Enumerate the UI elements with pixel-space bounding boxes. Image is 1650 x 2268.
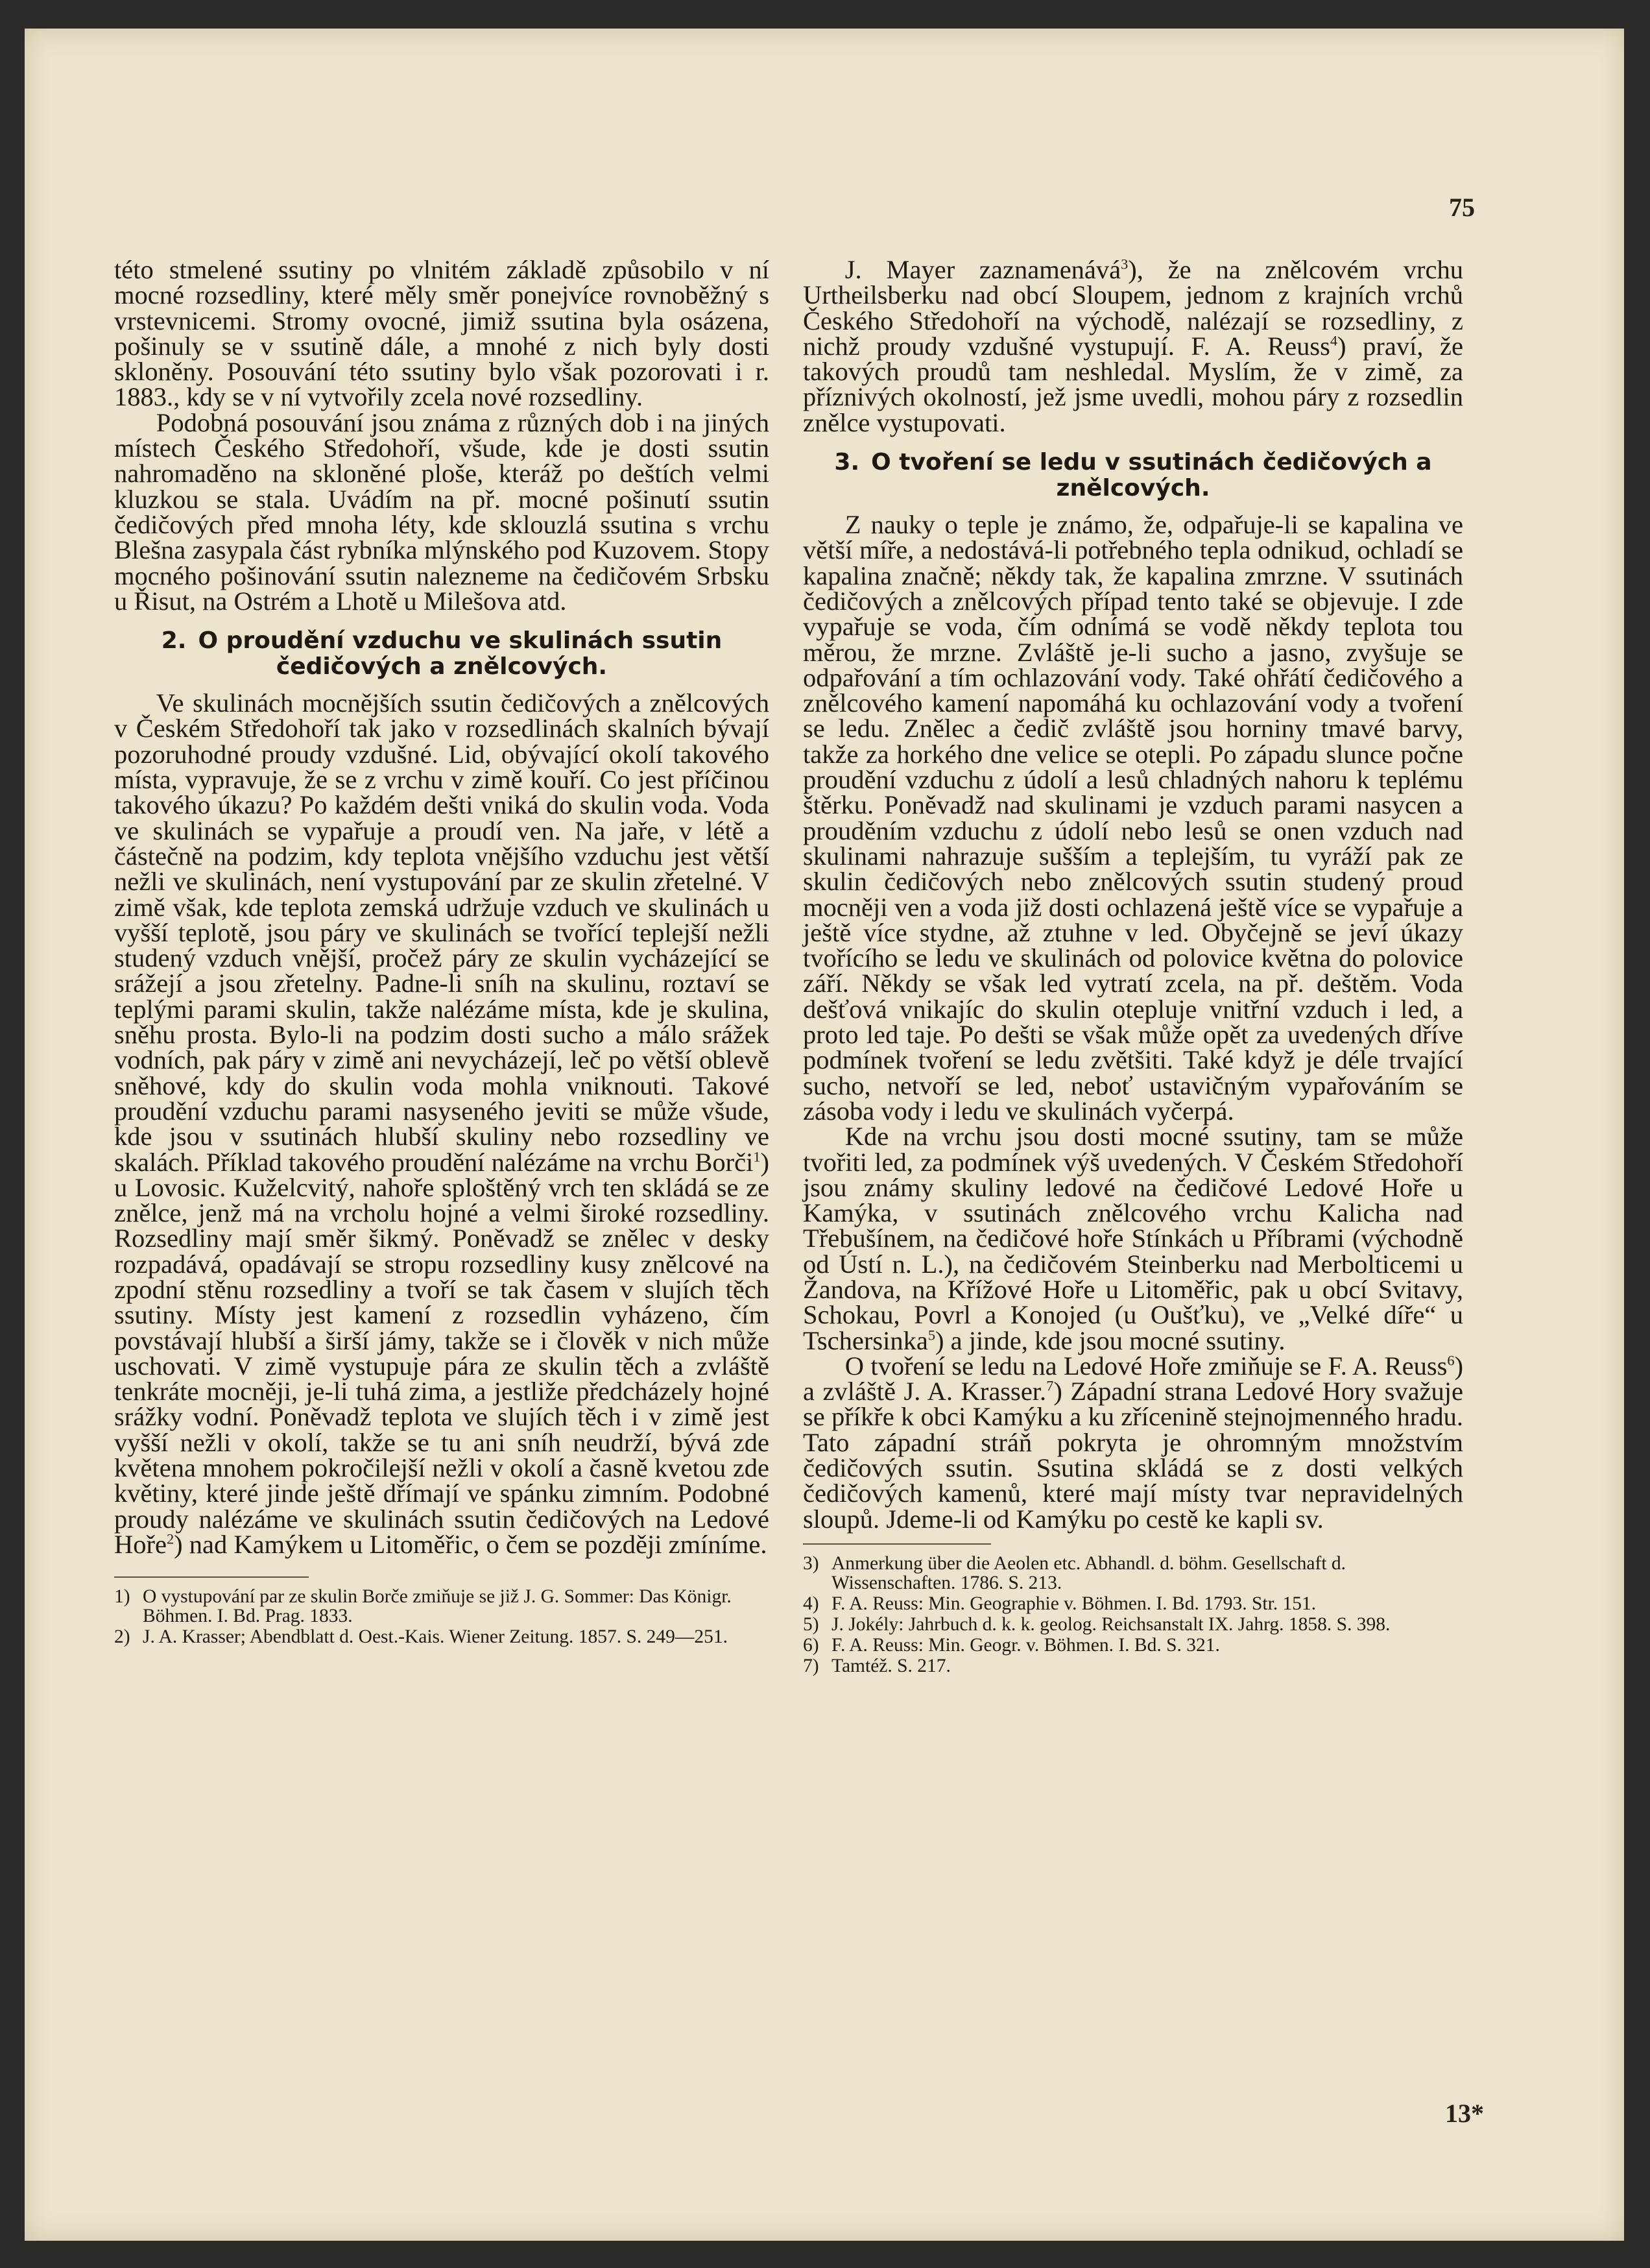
footnote-1 bbox=[114, 1587, 769, 1626]
footnote-text: Tamtéž. S. 217. bbox=[831, 1655, 951, 1676]
footnote-mark: 1) bbox=[114, 1586, 130, 1608]
paragraph-mayer bbox=[803, 257, 1463, 435]
paragraph-air-currents bbox=[114, 690, 769, 1557]
footnotes-right bbox=[803, 1554, 1463, 1676]
footnote-ref-4[interactable]: 4 bbox=[1330, 332, 1338, 349]
book-page bbox=[25, 29, 1624, 2241]
footnote-2 bbox=[114, 1627, 769, 1647]
section-title: O proudění vzduchu ve skulinách ssutin čedičových a znělcových. bbox=[198, 627, 723, 681]
footnote-ref-3[interactable]: 3 bbox=[1121, 256, 1129, 272]
page-number: 75 bbox=[1449, 193, 1475, 222]
text-run: ) a zvláště J. A. Krasser. bbox=[803, 1351, 1463, 1406]
text-run: O tvoření se ledu na Ledové Hoře zmiňuje se F. A. Reuss bbox=[844, 1351, 1448, 1381]
section-number: 3. bbox=[834, 449, 860, 476]
text-run: ) u Lovosic. Kuželcvitý, nahoře sploštěný vrch ten skládá se ze znělce, jenž má na vrcholu hojné a velmi široké rozsedliny. Rozsedliny mají směr šikmý. Poněvadž se znělec v desky rozpadává, opadávají se stropu rozsedliny kusy znělcové na zpodní stěnu rozsedliny a tvoří se tak časem v slujích těch ssutiny. Místy jest kamení z rozsedlin vyházeno, čím povstávají hlubší a širší jámy, takže se i člověk v nich může uschovati. V zimě vystupuje pára ze skulin těch a zvláště tenkráte mocněji, je-li tuhá zima, a jestliže předcházely hojné srážky vodní. Poněvadž teplota ve slujích těch i v zimě jest vyšší nežli v okolí, takže se tu ani sníh neudrží, bývá zde květena mnohem pokročilejší nežli v okolí a časně kvetou zde květiny, které jinde ještě dřímají ve spánku zimním. Podobné proudy nalézáme ve skulinách ssutin čedičových na Ledové Hoře bbox=[114, 1147, 769, 1559]
footnote-mark: 4) bbox=[803, 1593, 819, 1614]
footnote-ref-1[interactable]: 1 bbox=[753, 1148, 761, 1164]
footnote-mark: 6) bbox=[803, 1634, 819, 1656]
footnote-mark: 5) bbox=[803, 1613, 819, 1635]
footnote-text: J. A. Krasser; Abendblatt d. Oest.-Kais. Wiener Zeitung. 1857. S. 249—251. bbox=[143, 1626, 728, 1648]
footnote-ref-7[interactable]: 7 bbox=[1046, 1377, 1054, 1394]
footnote-text: F. A. Reuss: Min. Geographie v. Böhmen. I. Bd. 1793. Str. 151. bbox=[831, 1593, 1317, 1614]
footnote-separator bbox=[803, 1543, 991, 1554]
paragraph-ice-locations bbox=[803, 1124, 1463, 1353]
section-heading-3 bbox=[803, 450, 1463, 501]
text-run: Kde na vrchu jsou dosti mocné ssutiny, tam se může tvořiti led, za podmínek výš uvedených. V Českém Středohoří jsou známy skuliny ledové na čedičové Ledové Hoře u Kamýka, v ssutinách znělcového vrchu Kalicha nad Třebušínem, na čedičové hoře Stínkách u Příbrami (východně od Ústí n. L.), na čedičovém Steinberku nad Merbolticemi u Žandova, na Křížové Hoře u Litoměřic, pak u obcí Svitavy, Schokau, Povrl a Konojed (u Oušťku), ve „Velké díře“ u Tschersinka bbox=[803, 1122, 1463, 1355]
footnote-7 bbox=[803, 1656, 1463, 1676]
right-column bbox=[803, 257, 1463, 1677]
intro-paragraph: této stmelené ssutiny po vlnitém základě způsobilo v ní mocné rozsedliny, které měly směr ponejvíce rovnoběžný s vrstevnicemi. Stromy ovocné, jimiž ssutina byla osázena, pošinuly se v ssutině dále, a mnohé z nich byly dosti skloněny. Posouvání této ssutiny bylo však pozorovati i r. 1883., kdy se v ní vytvořily zcela nové rozsedliny. bbox=[114, 255, 769, 412]
paragraph-ice-formation: Z nauky o teple je známo, že, odpařuje-li se kapalina ve větší míře, a nedostává-li potřebného tepla odnikud, ochladí se kapalina značně; někdy tak, že kapalina zmrzne. V ssutinách čedičových a znělcových případ tento také se objevuje. I zde vypařuje se voda, čím odnímá se vodě někdy teplota tou měrou, že mrzne. Zvláště je-li sucho a jasno, zvyšuje se odpařování a tím ochlazování vody. Také ohřátí čedičového a znělcového kamení napomáhá ku ochlazování vody a tvoření se ledu. Znělec a čedič zvláště jsou horniny tmavé barvy, takže za horkého dne velice se otepli. Po západu slunce počne proudění vzduchu z údolí a lesů chladných nahoru k teplému štěrku. Poněvadž nad skulinami je vzduch parami nasycen a prouděním vzduchu z údolí nebo lesů se onen vzduch nad skulinami nahrazuje sušším a teplejším, tu vyráží pak ze skulin čedičových nebo znělcových ssutin studený proud mocněji ven a voda již dosti ochlazená ještě více se vypařuje a ještě více stydne, až ztuhne v led. Obyčejně se jeví úkazy tvořícího se ledu ve skulinách od polovice května do polovice září. Někdy se však led vytratí zcela, na př. deštěm. Voda dešťová vnikajíc do skulin otepluje vnitřní vzduch i led, a proto led taje. Po dešti se však může opět za uvedených dříve podmínek tvoření se ledu zvětšiti. Také když je déle trvající sucho, netvoří se led, neboť ustavičným vypařováním se zásoba vody i ledu ve skulinách vyčerpá. bbox=[803, 510, 1463, 1126]
footnote-ref-2[interactable]: 2 bbox=[166, 1530, 174, 1547]
section-heading-2 bbox=[114, 628, 769, 680]
footnote-6 bbox=[803, 1635, 1463, 1655]
sheet-signature: 13* bbox=[1445, 2099, 1484, 2128]
paragraph-landslide-examples: Podobná posouvání jsou známa z různých dob i na jiných místech Českého Středohoří, všude, kde je dosti ssutin nahromaděno na skloněné ploše, kteráž po deštích velmi kluzkou se stala. Uvádím na př. mocné pošinutí ssutin čedičových před mnoha léty, kde sklouzlá ssutina s vrchu Blešna zasypala část rybníka mlýnského pod Kuzovem. Stopy mocného pošinování ssutin nalezneme na čedičovém Srbsku u Řisut, na Ostrém a Lhotě u Milešova atd. bbox=[114, 407, 769, 616]
footnote-mark: 2) bbox=[114, 1626, 130, 1648]
footnote-4 bbox=[803, 1594, 1463, 1613]
footnote-text: F. A. Reuss: Min. Geogr. v. Böhmen. I. Bd. S. 321. bbox=[831, 1634, 1220, 1656]
text-run: ) praví, že takových proudů tam neshledal. Myslím, že v zimě, za příznivých okolností, jež jsme uvedli, mohou páry z rozsedlin znělce vystupovati. bbox=[803, 331, 1463, 437]
text-run: Ve skulinách mocnějších ssutin čedičových a znělcových v Českém Středohoří tak jako v rozsedlinách skalních bývají pozoruhodné proudy vzdušné. Lid, obývající okolí takového místa, vypravuje, že se z vrchu v zimě kouří. Co jest příčinou takového úkazu? Po každém dešti vniká do skulin voda. Voda ve skulinách se vypařuje a proudí ven. Na jaře, v létě a částečně na podzim, kdy teplota vnějšího vzduchu jest větší nežli ve skulinách, není vystupování par ze skulin zřetelné. V zimě však, kde teplota zemská udržuje vzduch ve skulinách u vyšší teplotě, jsou páry ve skulinách se tvořící teplejší nežli studený vzduch vnější, pročež páry ze skulin vycházející se srážejí a jsou zřetelny. Padne-li sníh na skulinu, roztaví se teplými parami skulin, takže nalézáme místa, kde je skulina, sněhu prosta. Bylo-li na podzim dosti sucho a málo srážek vodních, pak páry v zimě ani nevycházejí, leč po větší oblevě sněhové, kdy do skulin voda mohla vniknouti. Takové proudění vzduchu parami nasyseného jeviti se může všude, kde jsou v ssutinách hlubší skuliny nebo rozsedliny ve skalách. Příklad takového proudění nalézáme na vrchu Borči bbox=[114, 688, 769, 1177]
text-run: ) nad Kamýkem u Litoměřic, o čem se později zmíníme. bbox=[174, 1529, 767, 1559]
text-run: J. Mayer zaznamenává bbox=[844, 255, 1121, 284]
footnote-5 bbox=[803, 1615, 1463, 1634]
paragraph-ledova-hora bbox=[803, 1353, 1463, 1532]
section-number: 2. bbox=[161, 627, 187, 655]
footnote-ref-5[interactable]: 5 bbox=[927, 1327, 935, 1344]
text-run: ), že na znělcovém vrchu Urtheilsberku nad obcí Sloupem, jednom z krajních vrchů Českého Středohoří na východě, nalézají se rozsedliny, z nichž proudy vzdušné vystupují. F. A. Reuss bbox=[803, 255, 1463, 361]
footnote-3 bbox=[803, 1554, 1463, 1593]
footnote-mark: 3) bbox=[803, 1552, 819, 1574]
footnote-separator bbox=[114, 1576, 309, 1587]
footnote-text: J. Jokély: Jahrbuch d. k. k. geolog. Reichsanstalt IX. Jahrg. 1858. S. 398. bbox=[831, 1613, 1391, 1635]
footnotes-left bbox=[114, 1587, 769, 1647]
left-column bbox=[114, 257, 769, 1648]
footnote-mark: 7) bbox=[803, 1655, 819, 1676]
footnote-ref-6[interactable]: 6 bbox=[1447, 1352, 1455, 1369]
text-run: ) Západní strana Ledové Hory svažuje se příkře k obci Kamýku a ku zřícenině stejnojmenného hradu. Tato západní stráň pokryta je ohromným množstvím čedičových ssutin. Ssutina skládá se z dosti velkých čedičových kamenů, které mají místy tvar nepravidelných sloupů. Jdeme-li od Kamýku po cestě ke kapli sv. bbox=[803, 1377, 1464, 1534]
footnote-text: Anmerkung über die Aeolen etc. Abhandl. d. böhm. Gesellschaft d. Wissenschaften. 1786. S. 213. bbox=[831, 1552, 1346, 1593]
text-run: ) a jinde, kde jsou mocné ssutiny. bbox=[935, 1325, 1285, 1355]
footnote-text: O vystupování par ze skulin Borče zmiňuje se již J. G. Sommer: Das Königr. Böhmen. I. Bd. Prag. 1833. bbox=[143, 1586, 732, 1627]
section-title: O tvoření se ledu v ssutinách čedičových a znělcových. bbox=[871, 449, 1432, 502]
